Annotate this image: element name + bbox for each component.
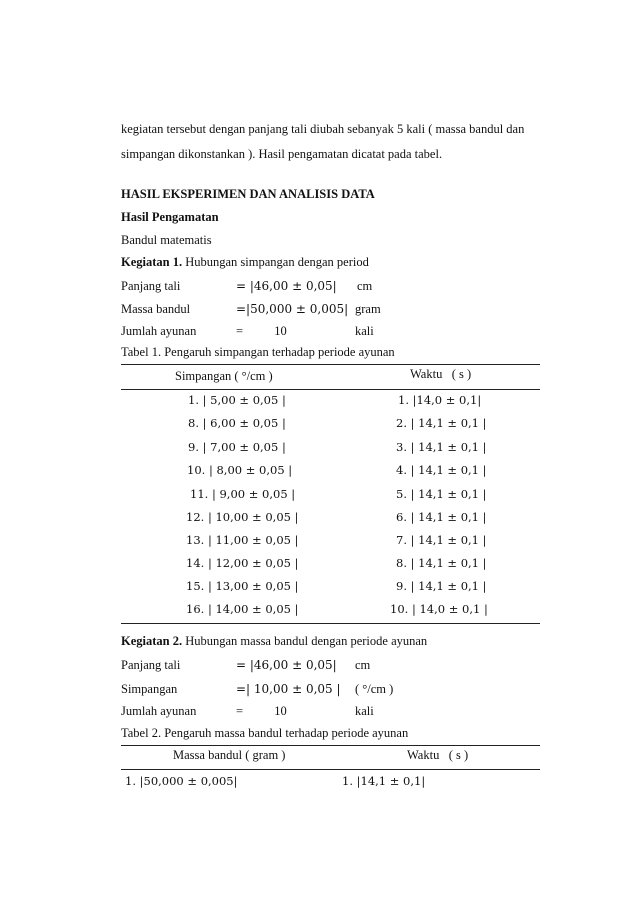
table-1-top-rule	[121, 364, 540, 365]
section-title: HASIL EKSPERIMEN DAN ANALISIS DATA	[121, 187, 375, 201]
table-row-left: 10. | 8,00 ± 0,05 |	[187, 463, 293, 477]
table-row-right: 4. | 14,1 ± 0,1 |	[396, 463, 487, 477]
kegiatan-2-title	[121, 634, 427, 649]
param-name: Jumlah ayunan	[121, 324, 197, 338]
table-row-right: 8. | 14,1 ± 0,1 |	[396, 556, 487, 570]
kegiatan-1-text: Hubungan simpangan dengan period	[182, 255, 369, 269]
table-row-left: 11. | 9,00 ± 0,05 |	[190, 487, 296, 501]
param-unit: cm	[355, 658, 371, 672]
table-row-left: 15. | 13,00 ± 0,05 |	[186, 579, 299, 593]
param-value: = 10	[236, 324, 287, 338]
intro-line-1: kegiatan tersebut dengan panjang tali diubah sebanyak 5 kali ( massa bandul dan	[121, 122, 525, 136]
table-row-left: 12. | 10,00 ± 0,05 |	[186, 510, 299, 524]
param-value: =|50,000 ± 0,005|	[236, 302, 349, 316]
intro-line-2: simpangan dikonstankan ). Hasil pengamatan dicatat pada tabel.	[121, 147, 443, 161]
kegiatan-1-title	[121, 255, 369, 270]
kegiatan-1-label: Kegiatan 1.	[121, 255, 183, 269]
table-row-right: 2. | 14,1 ± 0,1 |	[396, 416, 487, 430]
param-name: Simpangan	[121, 682, 178, 696]
table-1-bottom-rule	[121, 623, 540, 624]
table-row-right: 7. | 14,1 ± 0,1 |	[396, 533, 487, 547]
table-row-left: 8. | 6,00 ± 0,05 |	[188, 416, 286, 430]
table-1-col1-header: Simpangan ( °/cm )	[175, 369, 273, 383]
table-row-right: 10. | 14,0 ± 0,1 |	[390, 602, 488, 616]
subsection-title: Hasil Pengamatan	[121, 210, 219, 224]
param-name: Panjang tali	[121, 279, 181, 293]
param-name: Massa bandul	[121, 302, 191, 316]
table-2-top-rule	[121, 745, 540, 746]
param-unit: cm	[357, 279, 373, 293]
table-row-right: 5. | 14,1 ± 0,1 |	[396, 487, 487, 501]
table-row-right: 1. |14,1 ± 0,1|	[342, 774, 426, 788]
param-value: = |46,00 ± 0,05|	[236, 658, 337, 672]
param-value: =| 10,00 ± 0,05 |	[236, 682, 341, 696]
param-value: = 10	[236, 704, 287, 718]
param-value: = |46,00 ± 0,05|	[236, 279, 337, 293]
param-unit: kali	[355, 704, 374, 718]
table-2-caption: Tabel 2. Pengaruh massa bandul terhadap periode ayunan	[121, 726, 409, 740]
table-row-right: 9. | 14,1 ± 0,1 |	[396, 579, 487, 593]
table-1-header-rule	[121, 389, 540, 390]
subject-label: Bandul matematis	[121, 233, 212, 247]
table-1-col2-header: Waktu ( s )	[410, 367, 472, 381]
table-row-left: 1. | 5,00 ± 0,05 |	[188, 393, 286, 407]
param-name: Jumlah ayunan	[121, 704, 197, 718]
table-2-header-rule	[121, 769, 540, 770]
table-row-left: 1. |50,000 ± 0,005|	[125, 774, 238, 788]
param-unit: kali	[355, 324, 374, 338]
param-unit: ( °/cm )	[355, 682, 394, 696]
table-row-right: 1. |14,0 ± 0,1|	[398, 393, 482, 407]
table-row-right: 3. | 14,1 ± 0,1 |	[396, 440, 487, 454]
table-2-col2-header: Waktu ( s )	[407, 748, 469, 762]
table-row-left: 9. | 7,00 ± 0,05 |	[188, 440, 286, 454]
table-2-col1-header: Massa bandul ( gram )	[173, 748, 286, 762]
table-row-left: 16. | 14,00 ± 0,05 |	[186, 602, 299, 616]
table-row-right: 6. | 14,1 ± 0,1 |	[396, 510, 487, 524]
kegiatan-2-text: Hubungan massa bandul dengan periode ayunan	[182, 634, 428, 648]
table-row-left: 14. | 12,00 ± 0,05 |	[186, 556, 299, 570]
table-1-caption: Tabel 1. Pengaruh simpangan terhadap periode ayunan	[121, 345, 395, 359]
table-row-left: 13. | 11,00 ± 0,05 |	[186, 533, 299, 547]
kegiatan-2-label: Kegiatan 2.	[121, 634, 183, 648]
param-name: Panjang tali	[121, 658, 181, 672]
param-unit: gram	[355, 302, 381, 316]
